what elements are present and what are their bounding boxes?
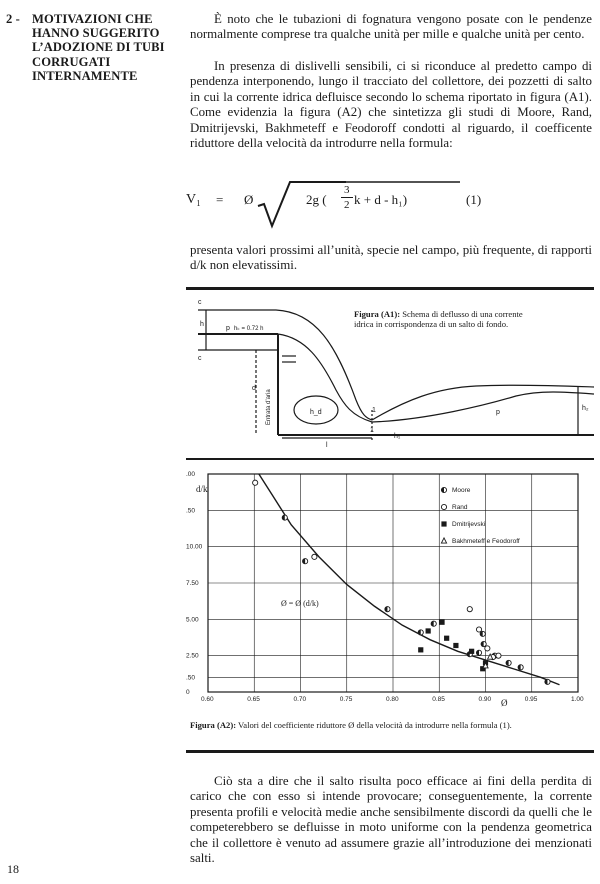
label-h: h xyxy=(200,321,204,328)
y-axis-label: d/k xyxy=(196,484,208,494)
formula-frac-num: 3 xyxy=(344,184,350,196)
data-point-open xyxy=(253,480,258,485)
formula-2g: 2g ( xyxy=(306,192,327,207)
data-point-filled xyxy=(444,636,449,641)
y-tick-label: 7.50 xyxy=(186,580,199,587)
y-tick-label: .50 xyxy=(186,674,196,682)
label-h2: h₂ xyxy=(582,405,589,412)
curve-label: Ø = Ø (d/k) xyxy=(281,599,319,608)
x-tick-label: 0.65 xyxy=(247,696,260,703)
data-point-filled xyxy=(439,620,444,625)
label-l: l xyxy=(326,442,328,449)
data-point-filled xyxy=(469,649,474,654)
legend-marker xyxy=(441,504,446,509)
x-tick-label: 0.90 xyxy=(478,696,492,703)
chart-grid xyxy=(208,474,578,692)
figure-a1-caption-text: Schema di deflusso di una corrente idrica in corrispondenza di un salto di fondo. xyxy=(354,309,523,329)
formula-1 xyxy=(186,180,596,230)
x-tick-label: 0.85 xyxy=(432,696,445,703)
x-tick-label: 0.75 xyxy=(339,696,353,703)
x-tick-label: 0.60 xyxy=(201,696,214,703)
label-air-inlet: Entrata d’aria xyxy=(266,389,272,425)
section-number: 2 - xyxy=(6,12,20,26)
formula-frac-bar xyxy=(341,197,353,198)
radical-overline xyxy=(290,180,460,184)
label-h1: h₁ xyxy=(394,433,401,440)
formula-frac-den: 2 xyxy=(344,199,350,211)
paragraph-4: Ciò sta a dire che il salto risulta poco efficace ai fini della perdita di carico che con esso si intende provocare; conseguentemente, la corrente presenta profili e velocità medie anche sensibilmente discordi da quelli che le competerebbero se defluisse in moto uniforme con la pendenza geometrica che il collettore è venuto ad assumere grazie all’introduzione dei menzionati salti. xyxy=(190,774,592,866)
legend-marker xyxy=(441,538,446,543)
paragraph-2: In presenza di dislivelli sensibili, ci si riconduce al predetto campo di pendenza interponendo, lungo il tracciato del collettore, dei pozzetti di salto in cui la corrente idrica defluisce secondo lo schema riportato in figura (A1). Come evidenzia la figura (A2) che sintetizza gli studi di Moore, Rand, Dmitrijevski, Bakhmeteff e Feodoroff condotti al riguardo, il coefficente riduttore della velocità da introdurre nella formula: xyxy=(190,59,592,151)
data-point-filled xyxy=(453,643,458,648)
hydraulic-jump-lower xyxy=(372,392,594,422)
x-tick-label: 0.70 xyxy=(293,696,307,703)
y-tick-label: 5.00 xyxy=(186,616,199,624)
label-p-left: p xyxy=(226,325,230,332)
figure-a2-caption-text: Valori del coefficiente riduttore Ø della velocità da introdurre nella formula (1). xyxy=(236,720,512,730)
nappe-lower xyxy=(278,334,372,422)
label-p-right: p xyxy=(496,409,500,416)
label-c-mid: c xyxy=(198,355,202,362)
x-tick-label: 0.95 xyxy=(524,696,538,703)
label-1: 1 xyxy=(372,407,376,414)
label-c-top: c xyxy=(198,299,202,306)
chart-points xyxy=(253,480,551,684)
legend-marker xyxy=(441,521,446,526)
label-1b: 1 xyxy=(370,427,374,434)
legend-label: Rand xyxy=(452,504,468,511)
legend-label: Moore xyxy=(452,487,471,494)
y-tick-label: 0 xyxy=(186,689,190,696)
section-title: MOTIVAZIONI CHE HANNO SUGGERITO L’ADOZIONE DI TUBI CORRUGATI INTERNAMENTE xyxy=(32,12,165,83)
chart-axis-labels xyxy=(186,471,584,703)
x-tick-label: 1.00 xyxy=(571,696,584,703)
figure-a2-chart xyxy=(186,462,594,712)
mid-rule xyxy=(186,458,594,460)
paragraph-3: presenta valori prossimi all’unità, specie nel campo, più frequente, di rapporti d/k non elevatissimi. xyxy=(190,243,592,273)
y-tick-label: 2.50 xyxy=(186,652,199,660)
legend-label: Bakhmeteff e Feodoroff xyxy=(452,538,520,545)
formula-equals: = xyxy=(216,192,224,207)
y-tick-label: 10.00 xyxy=(186,543,203,551)
fit-curve xyxy=(259,474,560,685)
hydraulic-jump-upper xyxy=(372,385,594,420)
data-point-filled xyxy=(426,628,431,633)
data-point-open xyxy=(496,653,501,658)
label-d: d xyxy=(252,385,256,392)
data-point-open xyxy=(485,646,490,651)
formula-coefficient: Ø xyxy=(244,192,254,207)
formula-rest: k + d - h₁) xyxy=(354,192,408,207)
formula-lhs: V₁ xyxy=(186,192,201,207)
chart-curve xyxy=(259,474,560,685)
paragraph-1: È noto che le tubazioni di fognatura vengono posate con le pendenze normalmente comprese tra qualche unità per mille e qualche unità per cento. xyxy=(190,12,592,42)
x-axis-label: Ø xyxy=(501,698,508,708)
legend-label: Dmitrijevski xyxy=(452,521,486,528)
figure-a1-caption-label: Figura (A1): xyxy=(354,309,401,319)
y-tick-label: .50 xyxy=(186,507,196,515)
data-point-open xyxy=(467,607,472,612)
data-point-open xyxy=(476,627,481,632)
figure-a2-caption-label: Figura (A2): xyxy=(190,720,237,730)
page-number: 18 xyxy=(7,862,19,876)
label-hk: hₖ = 0.72 h xyxy=(234,326,264,332)
section-heading xyxy=(6,12,176,83)
y-tick-label: .00 xyxy=(186,471,196,478)
data-point-open xyxy=(312,554,317,559)
data-point-filled xyxy=(418,647,423,652)
radical-sign xyxy=(256,180,346,230)
figure-a1-caption xyxy=(354,309,524,329)
figure-a2-caption xyxy=(190,720,590,730)
label-hd: h_d xyxy=(310,409,322,416)
chart-legend xyxy=(441,487,519,545)
bottom-rule xyxy=(186,750,594,753)
x-tick-label: 0.80 xyxy=(386,696,399,703)
formula-number: (1) xyxy=(466,192,482,207)
